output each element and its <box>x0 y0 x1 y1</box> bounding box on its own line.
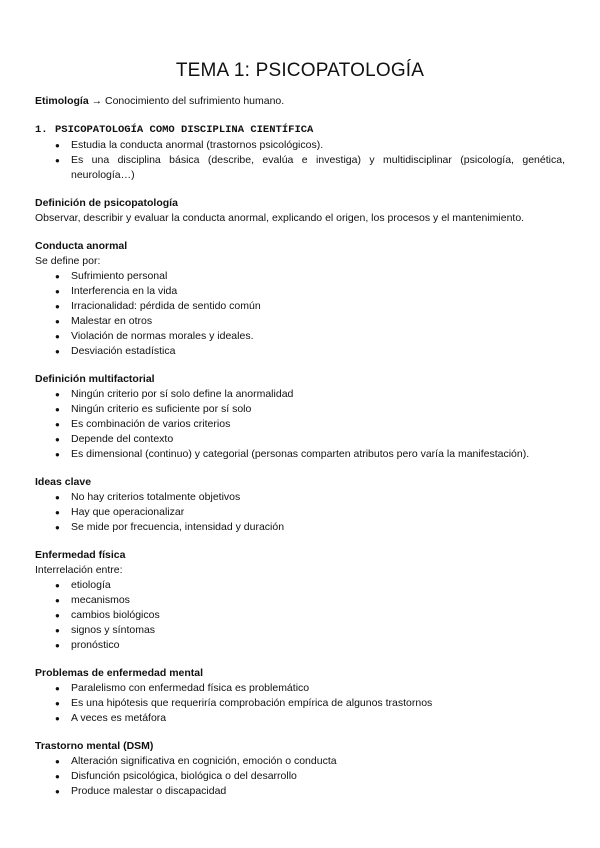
list-item: ● pronóstico <box>35 638 565 653</box>
conducta-intro: Se define por: <box>35 255 101 267</box>
fisica-list <box>35 578 565 653</box>
list-item: ● Violación de normas morales y ideales. <box>35 329 565 344</box>
multifactorial-section <box>35 372 565 462</box>
list-item: ● A veces es metáfora <box>35 711 565 726</box>
dsm-list <box>35 754 565 799</box>
list-item: ● etiología <box>35 578 565 593</box>
conducta-heading: Conducta anormal <box>35 240 128 252</box>
definicion-section <box>35 196 565 226</box>
list-item: ● Interferencia en la vida <box>35 284 565 299</box>
conducta-list <box>35 269 565 359</box>
dsm-section <box>35 739 565 799</box>
list-item: ● Desviación estadística <box>35 344 565 359</box>
problemas-heading: Problemas de enfermedad mental <box>35 667 204 679</box>
list-item: ● Paralelismo con enfermedad física es problemático <box>35 681 565 696</box>
document-page <box>35 60 565 799</box>
list-item: ● cambios biológicos <box>35 608 565 623</box>
list-item: ● Ningún criterio es suficiente por sí solo <box>35 402 565 417</box>
section-1-heading <box>35 123 565 138</box>
definicion-heading: Definición de psicopatología <box>35 197 178 209</box>
list-item: ● Estudia la conducta anormal (trastornos psicológicos). <box>35 138 565 153</box>
list-item: ● Depende del contexto <box>35 432 565 447</box>
etimologia-label: Etimología <box>35 95 89 107</box>
section-1-list <box>35 138 565 183</box>
list-item: ● Ningún criterio por sí solo define la anormalidad <box>35 387 565 402</box>
list-item: ● Es una hipótesis que requeriría comprobación empírica de algunos trastornos <box>35 696 565 711</box>
list-item: ● Produce malestar o discapacidad <box>35 784 565 799</box>
list-item: ● Hay que operacionalizar <box>35 505 565 520</box>
problemas-list <box>35 681 565 726</box>
fisica-intro: Interrelación entre: <box>35 564 123 576</box>
list-item: ● Disfunción psicológica, biológica o del desarrollo <box>35 769 565 784</box>
list-item: ● Irracionalidad: pérdida de sentido común <box>35 299 565 314</box>
etimologia-text: → Conocimiento del sufrimiento humano. <box>88 95 285 107</box>
page-title: TEMA 1: PSICOPATOLOGÍA <box>175 60 425 81</box>
definicion-text: Observar, describir y evaluar la conducta anormal, explicando el origen, los procesos y el mantenimiento. <box>35 212 525 224</box>
ideas-heading: Ideas clave <box>35 476 92 488</box>
multifactorial-heading: Definición multifactorial <box>35 373 155 385</box>
list-item: ● Es combinación de varios criterios <box>35 417 565 432</box>
conducta-section <box>35 239 565 359</box>
list-item: ● mecanismos <box>35 593 565 608</box>
section-1-title: PSICOPATOLOGÍA COMO DISCIPLINA CIENTÍFICA <box>55 124 314 136</box>
etimologia-line <box>35 94 565 109</box>
list-item: ● Malestar en otros <box>35 314 565 329</box>
section-1-number: 1. <box>35 124 48 136</box>
fisica-section <box>35 548 565 653</box>
list-item: ● Sufrimiento personal <box>35 269 565 284</box>
list-item: ● No hay criterios totalmente objetivos <box>35 490 565 505</box>
ideas-list <box>35 490 565 535</box>
list-item: ● Es dimensional (continuo) y categorial (personas comparten atributos pero varía la manifestación). <box>35 447 565 462</box>
list-item: ● Alteración significativa en cognición, emoción o conducta <box>35 754 565 769</box>
list-item: ● signos y síntomas <box>35 623 565 638</box>
multifactorial-list <box>35 387 565 462</box>
ideas-section <box>35 475 565 535</box>
dsm-heading: Trastorno mental (DSM) <box>35 740 154 752</box>
list-item: ● Se mide por frecuencia, intensidad y duración <box>35 520 565 535</box>
problemas-section <box>35 666 565 726</box>
fisica-heading: Enfermedad física <box>35 549 126 561</box>
list-item: ● Es una disciplina básica (describe, evalúa e investiga) y multidisciplinar (psicología, genética, neurología…) <box>35 153 565 183</box>
